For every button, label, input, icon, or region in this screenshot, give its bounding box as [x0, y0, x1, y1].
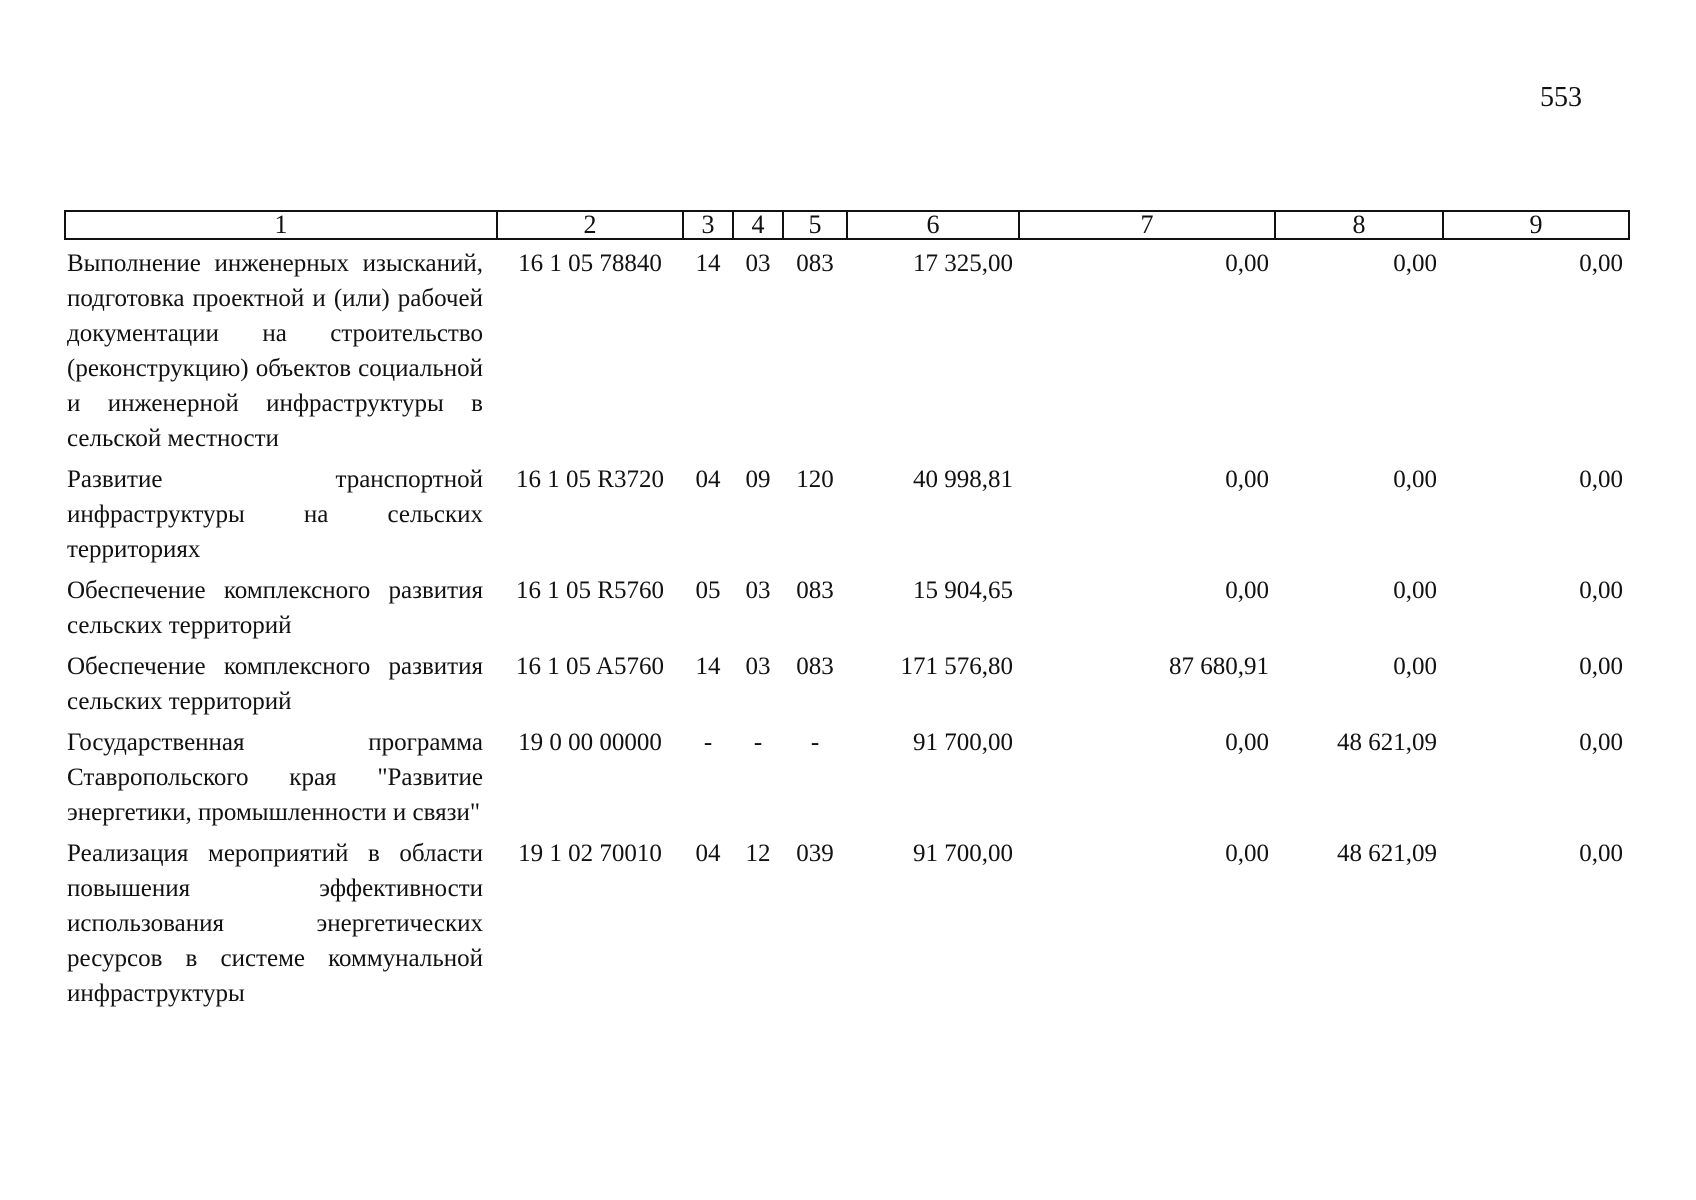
row-col-7: 0,00 — [1225, 729, 1269, 756]
row-col-5: 039 — [796, 840, 834, 867]
row-col-5: 083 — [796, 653, 834, 680]
row-col-4: - — [753, 729, 763, 756]
row-col-4: 03 — [745, 653, 771, 680]
row-col-8: 0,00 — [1393, 466, 1437, 493]
row-name: Развитие транспортной инфраструктуры на сельских территориях — [67, 466, 483, 563]
row-code: 19 0 00 00000 — [518, 729, 662, 756]
row-col-8: 48 621,09 — [1337, 729, 1437, 756]
row-col-9: 0,00 — [1579, 729, 1623, 756]
header-row — [65, 211, 1629, 239]
row-col-8: 0,00 — [1393, 250, 1437, 277]
row-col-7: 0,00 — [1225, 250, 1269, 277]
header-col-4: 4 — [733, 211, 783, 239]
row-col-9: 0,00 — [1579, 466, 1623, 493]
header-col-3: 3 — [683, 211, 733, 239]
row-col-8: 0,00 — [1393, 577, 1437, 604]
row-name: Обеспечение комплексного развития сельских территорий — [67, 577, 483, 639]
row-col-6: 17 325,00 — [913, 250, 1013, 277]
row-col-6: 91 700,00 — [913, 729, 1013, 756]
row-col-9: 0,00 — [1579, 840, 1623, 867]
row-col-4: 09 — [745, 466, 771, 493]
header-col-7: 7 — [1019, 211, 1275, 239]
row-col-3: 04 — [695, 840, 721, 867]
row-col-4: 03 — [745, 577, 771, 604]
row-col-4: 12 — [745, 840, 771, 867]
table-row — [65, 567, 1629, 643]
row-code: 19 1 02 70010 — [518, 840, 662, 867]
header-col-8: 8 — [1275, 211, 1443, 239]
row-col-5: 083 — [796, 250, 834, 277]
row-col-6: 15 904,65 — [913, 577, 1013, 604]
row-name: Выполнение инженерных изысканий, подготовка проектной и (или) рабочей документации на строительство (реконструкцию) объектов социальной и инженерной инфраструктуры в сельской местности — [67, 250, 483, 452]
table-row — [65, 643, 1629, 719]
row-col-6: 91 700,00 — [913, 840, 1013, 867]
row-col-3: - — [703, 729, 713, 756]
row-col-4: 03 — [745, 250, 771, 277]
row-col-5: 083 — [796, 577, 834, 604]
row-code: 16 1 05 78840 — [518, 250, 662, 277]
table-row — [65, 830, 1629, 1011]
row-col-7: 0,00 — [1225, 577, 1269, 604]
row-col-3: 14 — [695, 250, 721, 277]
row-col-3: 04 — [695, 466, 721, 493]
row-code: 16 1 05 R5760 — [516, 577, 664, 604]
header-col-6: 6 — [847, 211, 1019, 239]
row-col-9: 0,00 — [1579, 250, 1623, 277]
header-col-5: 5 — [783, 211, 847, 239]
table-row — [65, 719, 1629, 830]
row-col-8: 0,00 — [1393, 653, 1437, 680]
row-col-9: 0,00 — [1579, 577, 1623, 604]
row-col-7: 0,00 — [1225, 840, 1269, 867]
row-code: 16 1 05 R3720 — [516, 466, 664, 493]
row-col-7: 0,00 — [1225, 466, 1269, 493]
row-col-7: 87 680,91 — [1169, 653, 1269, 680]
row-name: Обеспечение комплексного развития сельских территорий — [67, 653, 483, 715]
row-col-8: 48 621,09 — [1337, 840, 1437, 867]
row-code: 16 1 05 A5760 — [516, 653, 664, 680]
row-name: Государственная программа Ставропольского края "Развитие энергетики, промышленности и связи" — [67, 729, 483, 826]
row-col-6: 171 576,80 — [900, 653, 1013, 680]
row-col-3: 05 — [695, 577, 721, 604]
row-name: Реализация мероприятий в области повышения эффективности использования энергетических ресурсов в системе коммунальной инфраструктуры — [67, 840, 483, 1007]
table-row — [65, 239, 1629, 456]
header-col-1: 1 — [65, 211, 497, 239]
header-col-2: 2 — [497, 211, 683, 239]
row-col-3: 14 — [695, 653, 721, 680]
page-number: 553 — [1540, 82, 1582, 113]
row-col-6: 40 998,81 — [913, 466, 1013, 493]
header-col-9: 9 — [1443, 211, 1629, 239]
row-col-5: - — [810, 729, 820, 756]
table-row — [65, 456, 1629, 567]
budget-table — [64, 210, 1630, 1011]
row-col-5: 120 — [796, 466, 834, 493]
row-col-9: 0,00 — [1579, 653, 1623, 680]
